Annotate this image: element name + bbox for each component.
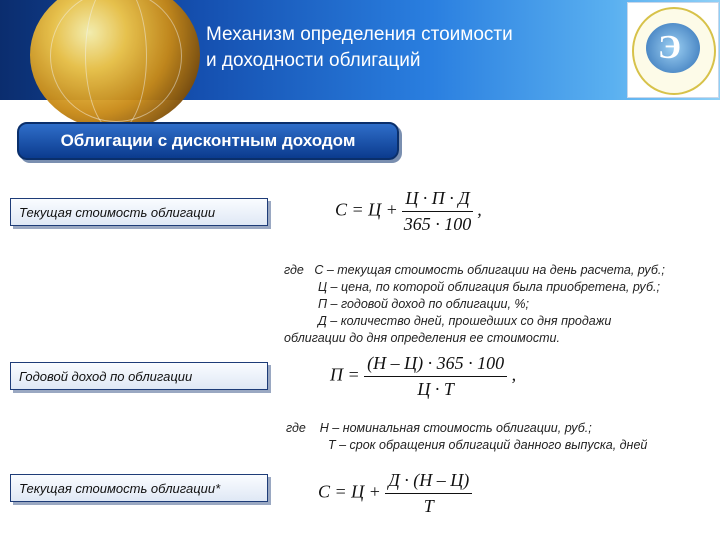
current-value-alt-label: Текущая стоимость облигации* xyxy=(10,474,268,502)
section-title: Облигации с дисконтным доходом xyxy=(17,122,399,160)
current-value-legend: где С – текущая стоимость облигации на день расчета, руб.; Ц – цена, по которой облигация была приобретена, руб.; П – годовой доход по облигации, %; Д – количество дней, прошедших со дня продажи облигации до дня определения ее стоимости. xyxy=(284,263,665,345)
current-value-label: Текущая стоимость облигации xyxy=(10,198,268,226)
page-title: Механизм определения стоимости и доходности облигаций xyxy=(206,24,513,71)
current-value-formula: С = Ц + $\frac{Ц \cdot П \cdot Д}{365 \cdot 100}$ , xyxy=(335,188,482,234)
globe-icon xyxy=(30,0,200,130)
university-emblem-icon: Э xyxy=(627,2,719,98)
annual-income-formula: П = $\frac{(Н - Ц) \cdot 365 \cdot 100}{Ц \cdot Т}$ , xyxy=(330,353,517,399)
annual-income-label: Годовой доход по облигации xyxy=(10,362,268,390)
header-banner xyxy=(0,0,720,100)
annual-income-legend: где Н – номинальная стоимость облигации, руб.; Т – срок обращения облигаций данного выпуска, дней xyxy=(286,421,648,452)
current-value-alt-formula: С = Ц + $\frac{Д \cdot (Н - Ц)}{Т}$ xyxy=(318,470,472,517)
